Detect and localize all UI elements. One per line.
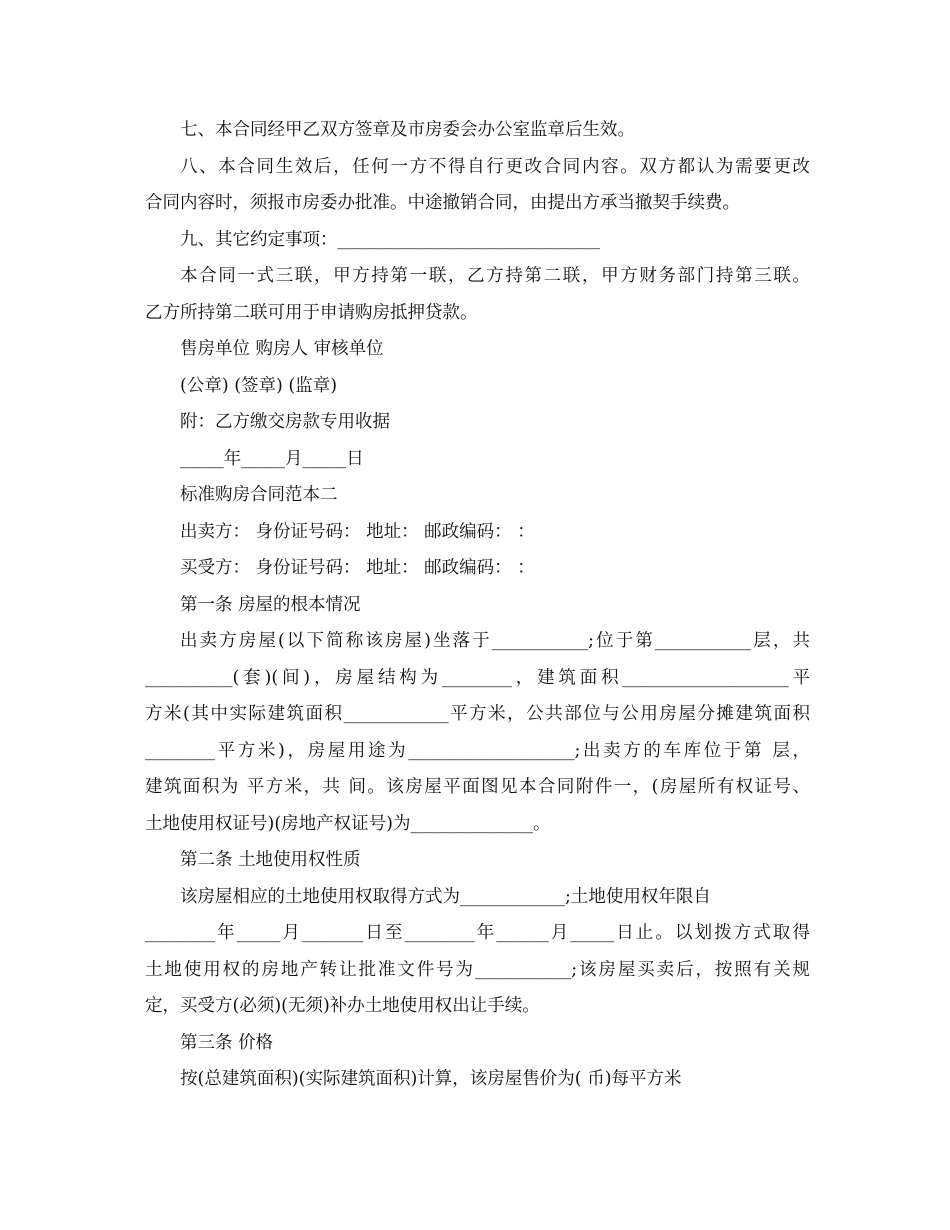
text-line: 按(总建筑面积)(实际建筑面积)计算，该房屋售价为( 币)每平方米 bbox=[180, 1069, 682, 1089]
text-line: __________(套)(间)，房屋结构为________，建筑面积___________________平 bbox=[145, 667, 810, 688]
text-line: 本合同一式三联，甲方持第一联，乙方持第二联，甲方财务部门持第三联。 bbox=[180, 266, 810, 286]
text-line: _____年_____月_____日 bbox=[180, 448, 364, 469]
text-line: 土地使用权证号)(房地产权证号)为______________。 bbox=[145, 813, 551, 834]
text-line: 土地使用权的房地产转让批准文件号为___________;该房屋买卖后，按照有关规 bbox=[145, 959, 810, 980]
text-line: 九、其它约定事项：______________________________ bbox=[180, 229, 600, 250]
text-line: 合同内容时，须报市房委办批准。中途撤销合同，由提出方承当撤契手续费。 bbox=[145, 193, 740, 213]
text-line: 售房单位 购房人 审核单位 bbox=[180, 339, 384, 359]
text-line: ________年_____月_______日至________年______月_____日止。以划拨方式取得 bbox=[145, 923, 810, 943]
text-line: 乙方所持第二联可用于申请购房抵押贷款。 bbox=[145, 302, 478, 323]
text-line: 附：乙方缴交房款专用收据 bbox=[180, 412, 390, 432]
text-line: 八、本合同生效后，任何一方不得自行更改合同内容。双方都认为需要更改 bbox=[180, 156, 810, 177]
text-line: (公章) (签章) (监章) bbox=[180, 375, 338, 396]
text-line: 买受方： 身份证号码： 地址： 邮政编码： ： bbox=[180, 558, 535, 578]
text-line: 建筑面积为 平方米，共 间。该房屋平面图见本合同附件一，(房屋所有权证号、 bbox=[145, 777, 810, 797]
contract-text-body bbox=[145, 112, 810, 1098]
text-line: 第二条 土地使用权性质 bbox=[180, 850, 361, 870]
text-line: 该房屋相应的土地使用权取得方式为____________;土地使用权年限自 bbox=[180, 886, 711, 907]
text-line: 出卖方： 身份证号码： 地址： 邮政编码： ： bbox=[180, 521, 535, 542]
text-line: ________平方米)，房屋用途为___________________;出卖方的车库位于第 层， bbox=[145, 740, 810, 761]
text-line: 七、本合同经甲乙双方签章及市房委会办公室监章后生效。 bbox=[180, 120, 635, 140]
text-line: 标准购房合同范本二 bbox=[180, 485, 338, 505]
text-line: 定，买受方(必须)(无须)补办土地使用权出让手续。 bbox=[145, 996, 540, 1016]
text-line: 第一条 房屋的根本情况 bbox=[180, 594, 361, 615]
text-line: 出卖方房屋(以下简称该房屋)坐落于___________;位于第___________层，共 bbox=[180, 631, 810, 651]
text-line: 方米(其中实际建筑面积____________平方米，公共部位与公用房屋分摊建筑面积 bbox=[145, 704, 810, 724]
text-line: 第三条 价格 bbox=[180, 1032, 274, 1053]
